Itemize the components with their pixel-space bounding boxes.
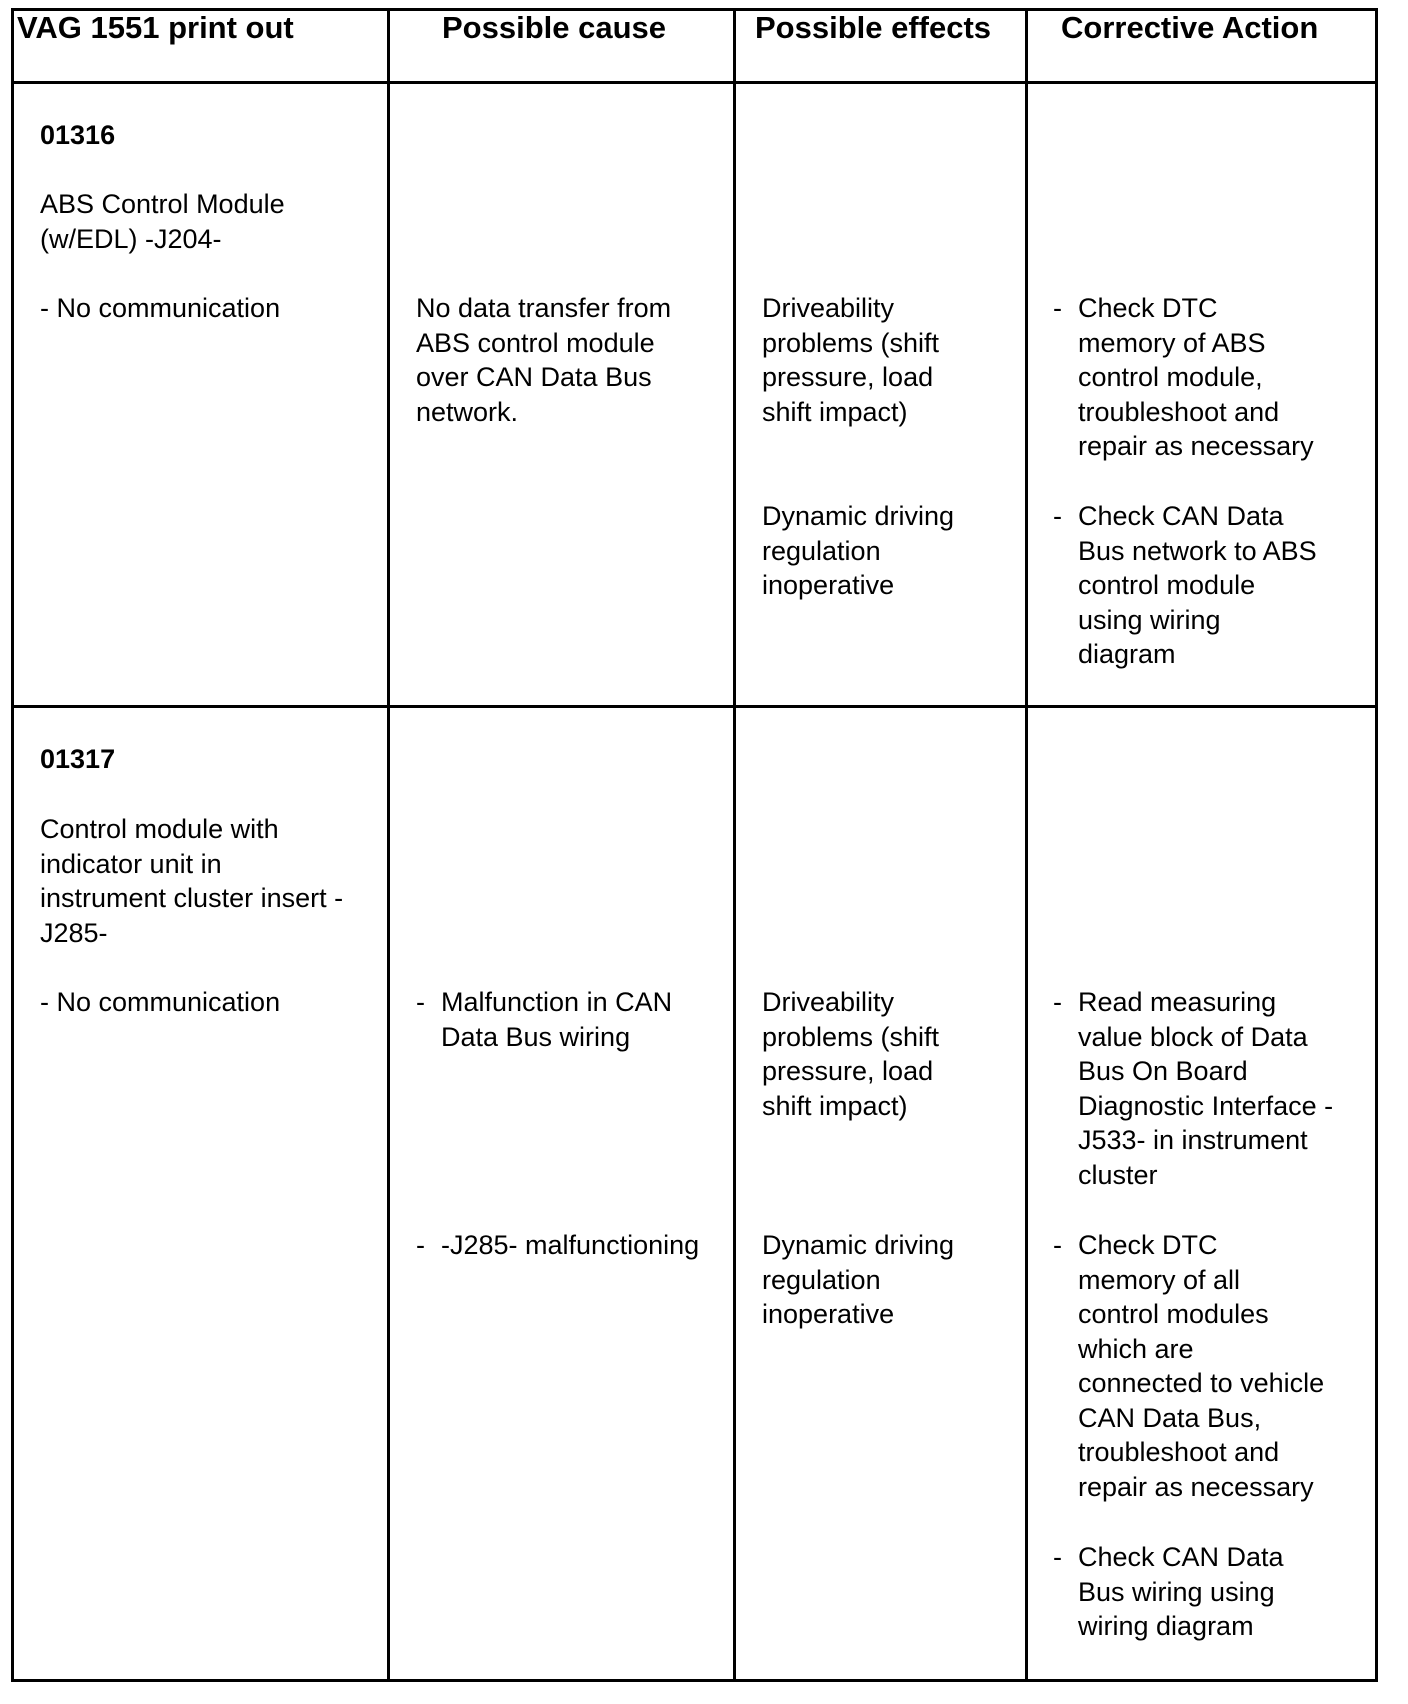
component-name: ABS Control Module (w/EDL) -J204-	[40, 189, 285, 254]
corrective-action: Check CAN Data Bus network to ABS control module using wiring diagram	[1078, 501, 1317, 669]
possible-effect: Driveability problems (shift pressure, load shift impact)	[762, 987, 940, 1121]
header-corrective-action: Corrective Action	[1061, 10, 1319, 45]
row-divider	[11, 705, 1378, 708]
corrective-action: Check CAN Data Bus wiring using wiring diagram	[1078, 1542, 1284, 1641]
action-bullet: -	[1053, 987, 1062, 1017]
dtc-code: 01316	[40, 120, 116, 150]
component-name: Control module with indicator unit in instrument cluster insert - J285-	[40, 814, 344, 948]
possible-effect: Driveability problems (shift pressure, load shift impact)	[762, 293, 940, 427]
header-print-out: VAG 1551 print out	[17, 10, 294, 45]
header-divider	[11, 81, 1378, 84]
possible-cause: -J285- malfunctioning	[441, 1230, 700, 1260]
table-border-right	[1375, 8, 1378, 1682]
table-border-bottom	[11, 1679, 1378, 1682]
dtc-code: 01317	[40, 744, 116, 774]
fault-condition: - No communication	[40, 293, 281, 323]
fault-condition: - No communication	[40, 987, 281, 1017]
corrective-action: Read measuring value block of Data Bus On Board Diagnostic Interface - J533- in instrument cluster	[1078, 987, 1334, 1190]
column-divider-3	[1025, 8, 1028, 1682]
action-bullet: -	[1053, 1542, 1062, 1572]
possible-effect: Dynamic driving regulation inoperative	[762, 501, 955, 600]
possible-cause: No data transfer from ABS control module over CAN Data Bus network.	[416, 293, 672, 427]
possible-cause: Malfunction in CAN Data Bus wiring	[441, 987, 673, 1052]
header-possible-cause: Possible cause	[442, 10, 667, 45]
column-divider-2	[733, 8, 736, 1682]
column-divider-1	[387, 8, 390, 1682]
header-possible-effects: Possible effects	[755, 10, 992, 45]
action-bullet: -	[1053, 293, 1062, 323]
action-bullet: -	[1053, 1230, 1062, 1260]
table-border-left	[11, 8, 14, 1682]
action-bullet: -	[1053, 501, 1062, 531]
cause-bullet: -	[416, 987, 425, 1017]
corrective-action: Check DTC memory of ABS control module, troubleshoot and repair as necessary	[1078, 293, 1314, 461]
possible-effect: Dynamic driving regulation inoperative	[762, 1230, 955, 1329]
corrective-action: Check DTC memory of all control modules which are connected to vehicle CAN Data Bus, troubleshoot and repair as necessary	[1078, 1230, 1325, 1502]
cause-bullet: -	[416, 1230, 425, 1260]
